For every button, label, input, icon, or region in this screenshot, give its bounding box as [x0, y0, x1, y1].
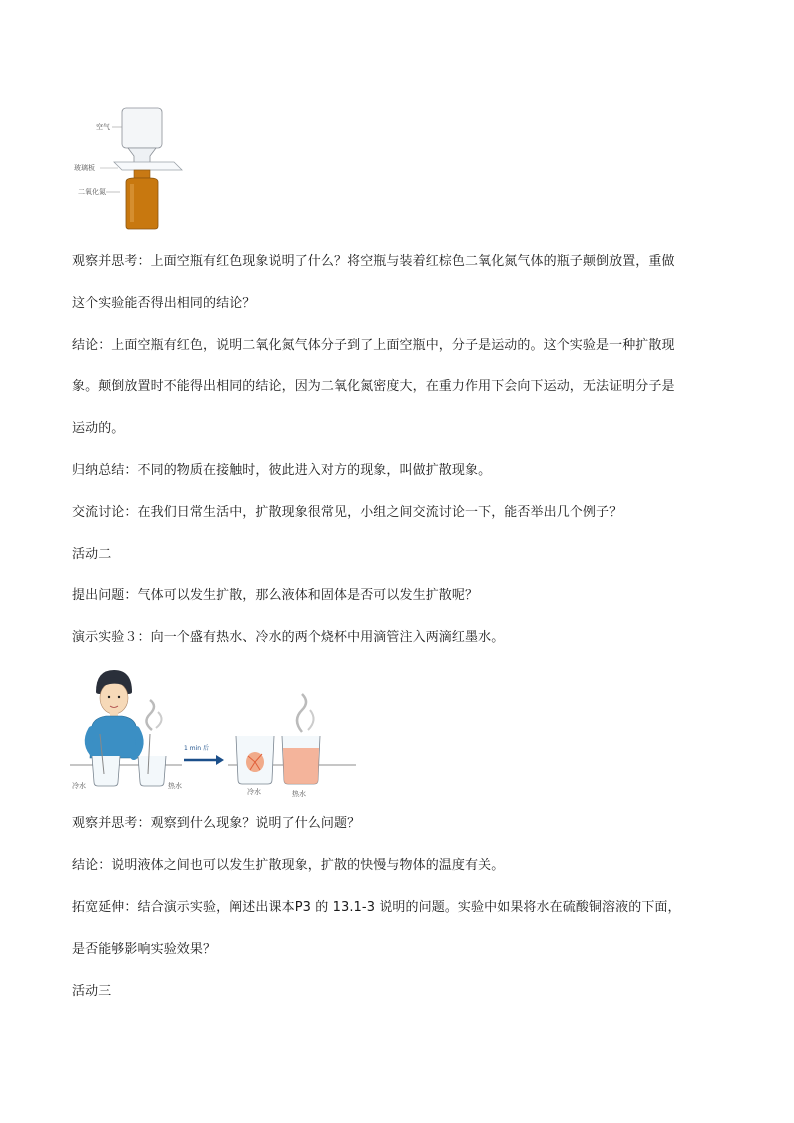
- paragraph-conclusion-1: 结论：上面空瓶有红色，说明二氧化氮气体分子到了上面空瓶中，分子是运动的。这个实验是一种扩散现: [72, 338, 675, 353]
- label-air: 空气: [96, 123, 110, 131]
- paragraph-conclusion-2: 象。颠倒放置时不能得出相同的结论，因为二氧化氮密度大，在重力作用下会向下运动，无法证明分子是: [72, 379, 675, 394]
- heading-activity-3: 活动三: [72, 984, 112, 999]
- empty-bottle: [122, 108, 162, 148]
- paragraph-summary: 归纳总结：不同的物质在接触时，彼此进入对方的现象，叫做扩散现象。: [72, 463, 492, 478]
- paragraph-observe-1: 观察并思考：上面空瓶有红色现象说明了什么？将空瓶与装着红棕色二氧化氮气体的瓶子颠倒放置，重做: [72, 254, 675, 269]
- arrow-label: 1 min 后: [184, 745, 209, 752]
- label-no2: 二氧化氮: [78, 188, 106, 196]
- label-cold-water-left: 冷水: [72, 782, 86, 790]
- diffusion-liquid-figure: [70, 664, 360, 800]
- no2-bottle-neck: [134, 170, 150, 178]
- beaker-cold-right: [236, 736, 274, 784]
- paragraph-observe-think: 观察并思考：观察到什么现象？说明了什么问题？: [72, 816, 361, 831]
- paragraph-extension-1: 拓宽延伸：结合演示实验，阐述出课本P3 的 13.1-3 说明的问题。实验中如果将水在硫酸铜溶液的下面，: [72, 900, 681, 915]
- paragraph-liquid-conclusion: 结论：说明液体之间也可以发生扩散现象，扩散的快慢与物体的温度有关。: [72, 858, 505, 873]
- label-cold-water-right: 冷水: [247, 788, 261, 796]
- student-illustration: [89, 670, 140, 758]
- diffusion-gas-figure: [74, 104, 194, 234]
- label-hot-water-left: 热水: [168, 782, 182, 790]
- paragraph-discussion: 交流讨论：在我们日常生活中，扩散现象很常见，小组之间交流讨论一下，能否举出几个例子？: [72, 505, 623, 520]
- heading-activity-2: 活动二: [72, 547, 112, 562]
- label-glass-plate: 玻璃板: [74, 164, 95, 172]
- paragraph-question: 提出问题：气体可以发生扩散，那么液体和固体是否可以发生扩散呢？: [72, 588, 479, 603]
- glass-plate: [114, 162, 182, 170]
- label-hot-water-right: 热水: [292, 790, 306, 798]
- paragraph-conclusion-3: 运动的。: [72, 421, 125, 436]
- paragraph-extension-2: 是否能够影响实验效果？: [72, 942, 217, 957]
- paragraph-demo-3: 演示实验３：向一个盛有热水、冷水的两个烧杯中用滴管注入两滴红墨水。: [72, 630, 505, 645]
- beaker-hot-right: [282, 694, 320, 784]
- time-arrow: [184, 755, 224, 765]
- paragraph-observe-2: 这个实验能否得出相同的结论？: [72, 296, 256, 311]
